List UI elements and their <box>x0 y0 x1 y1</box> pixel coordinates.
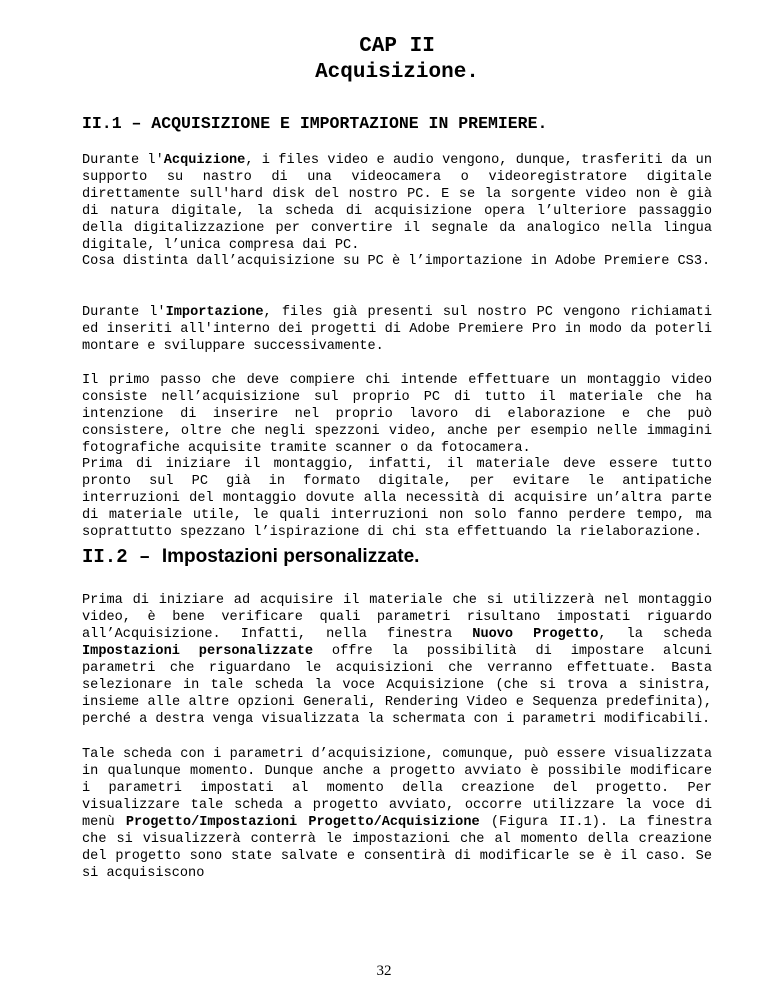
page-number: 32 <box>376 963 392 979</box>
section-1-heading: II.1 – ACQUISIZIONE E IMPORTAZIONE IN PREMIERE. <box>82 114 548 133</box>
paragraph-6: Prima di iniziare ad acquisire il materiale che si utilizzerà nel montaggio video, è bene verificare quali parametri risultano impostati riguardo all’Acquisizione. Infatti, nella finestra Nuovo Progetto, la scheda Impostazioni personalizzate offre la possibilità di impostare alcuni parametri che riguardano le acquisizioni che verranno effettuate. Basta selezionare in tale scheda la voce Acquisizione (che si trova a sinistra, insieme alle altre opzioni Generali, Rendering Video e Sequenza predefinita), perché a destra venga visualizzata la schermata con i parametri modificabili. <box>82 593 712 727</box>
paragraph-7: Tale scheda con i parametri d’acquisizione, comunque, può essere visualizzata in qualunque momento. Dunque anche a progetto avviato è possibile modificare i parametri impostati al momento della creazione del progetto. Per visualizzare tale scheda a progetto avviato, occorre utilizzare la voce di menù Progetto/Impostazioni Progetto/Acquisizione (Figura II.1). La finestra che si visualizzerà conterrà le impostazioni che al momento della creazione del progetto sono state salvate e consentirà di modificarle se è il caso. Se si acquisiscono <box>82 747 712 881</box>
paragraph-1: Durante l'Acquizione, i files video e audio vengono, dunque, trasferiti da un supporto su nastro di una videocamera o videoregistratore digitale direttamente sull'hard disk del nostro PC. E se la sorgente video non è già di natura digitale, la scheda di acquisizione opera l’ulteriore passaggio della digitalizzazione per convertire il segnale da analogico nella lingua digitale, l’unica compresa dai PC. <box>82 153 713 253</box>
section-2-heading: II.2 – Impostazioni personalizzate. <box>82 546 420 568</box>
paragraph-3: Durante l'Importazione, files già presenti sul nostro PC vengono richiamati ed inseriti all'interno dei progetti di Adobe Premiere Pro in modo da poterli montare e sviluppare successivamente. <box>82 305 712 354</box>
chapter-number: CAP II <box>359 35 435 58</box>
paragraph-4: Il primo passo che deve compiere chi intende effettuare un montaggio video consiste nell’acquisizione sul proprio PC di tutto il materiale che ha intenzione di inserire nel proprio lavoro di elaborazione e che può consistere, oltre che negli spezzoni video, anche per esempio nelle immagini fotografiche acquisite tramite scanner o da fotocamera. <box>82 373 712 456</box>
chapter-title: Acquisizione. <box>315 61 479 84</box>
paragraph-5: Prima di iniziare il montaggio, infatti, il materiale deve essere tutto pronto sul PC già in formato digitale, per evitare le antipatiche interruzioni del montaggio dovute alla necessità di acquisire un’altra parte di materiale utile, le quali interruzioni non solo fanno perdere tempo, ma soprattutto spezzano l’ispirazione di chi sta effettuando la rielaborazione. <box>82 457 712 540</box>
paragraph-2: Cosa distinta dall’acquisizione su PC è l’importazione in Adobe Premiere CS3. <box>82 254 711 269</box>
